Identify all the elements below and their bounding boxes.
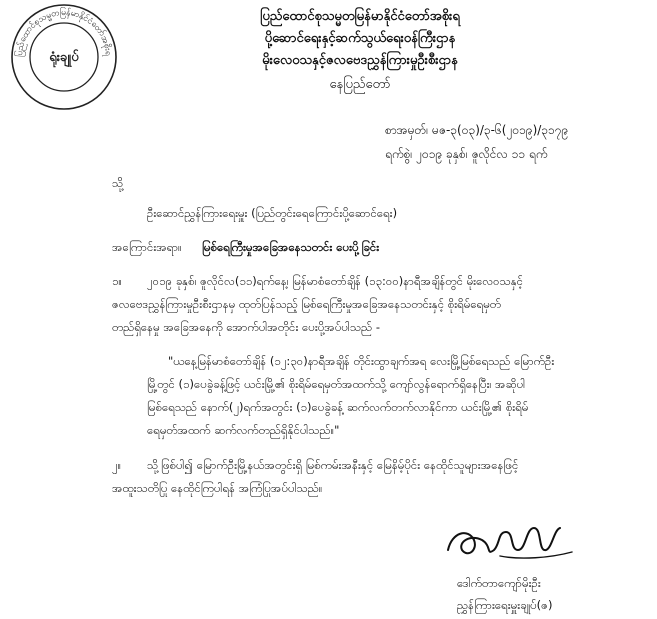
letterhead-line-3: မိုးလေဝသနှင့်ဇလဗေဒညွှန်ကြားမှုဦးစီးဌာန bbox=[262, 53, 458, 68]
signatory-title: ညွှန်ကြားရေးမှူးချုပ်(ဇ) bbox=[457, 598, 553, 612]
paragraph-1-line: ၂၀၁၉ ခုနှစ်၊ ဇူလိုင်လ(၁၁)ရက်နေ့၊ မြန်မာစံတော်ချိန် (၁၃:၀၀)နာရီအချိန်တွင် မိုးလေဝသနှင့် bbox=[147, 274, 524, 288]
letterhead-line-1: ပြည်ထောင်စုသမ္မတမြန်မာနိုင်ငံတော်အစိုးရ bbox=[260, 9, 460, 24]
subject-text: မြစ်ရေကြီးမှုအခြေအနေသတင်း ပေးပို့ခြင်း bbox=[202, 240, 380, 254]
paragraph-1-line: ဇလဗေဒညွှန်ကြားမှုဦးစီးဌာနမှ ထုတ်ပြန်သည့် မြစ်ရေကြီးမှုအခြေအနေသတင်းနှင့် စိုးရိမ်ရေမှတ် bbox=[112, 297, 501, 311]
recipient: ဦးဆောင်ညွှန်ကြားရေးမှူး (ပြည်တွင်းရေကြောင်းပို့ဆောင်ရေး) bbox=[147, 206, 398, 220]
letter-date: ရက်စွဲ၊ ၂၀၁၉ ခုနှစ်၊ ဇူလိုင်လ ၁၁ ရက် bbox=[385, 147, 548, 161]
paragraph-2-line: အထူးသတိပြု နေထိုင်ကြပါရန် အကြံပြုအပ်ပါသည်။ bbox=[112, 481, 323, 495]
quote-line: မြစ်ရေသည် နောက်(၂)ရက်အတွင်း (၁)ပေခွဲခန့် ဆက်လက်တက်လာနိုင်ကာ ယင်းမြို့၏ စိုးရိမ် bbox=[147, 400, 529, 414]
seal-ring-text: ပြည်ထောင်စုသမ္မတမြန်မာနိုင်ငံတော်အစိုးရ bbox=[14, 7, 114, 58]
letter-number: စာအမှတ်၊ မဇ-၃(၀၃)/၃-၆(၂၀၁၉)/၃၁၇၉ bbox=[385, 123, 569, 137]
paragraph-1-number: ၁။ bbox=[112, 274, 122, 288]
quote-line: ရေမှတ်အထက် ဆက်လက်တည်ရှိနိုင်ပါသည်။" bbox=[147, 423, 340, 437]
paragraph-1-line: တည်ရှိနေမှု အခြေအနေကို အောက်ပါအတိုင်း ပေးပို့အပ်ပါသည် - bbox=[112, 320, 380, 334]
quote-line: "ယနေ့မြန်မာစံတော်ချိန် (၁၂:၃၀)နာရီအချိန် တိုင်းထွာချက်အရ လေးမြို့မြစ်ရေသည် မြောက်ဦး bbox=[168, 354, 555, 368]
letterhead-line-2: ပို့ဆောင်ရေးနှင့်ဆက်သွယ်ရေးဝန်ကြီးဌာန bbox=[264, 31, 456, 46]
letterhead-line-4: နေပြည်တော် bbox=[329, 77, 391, 92]
paragraph-2-number: ၂။ bbox=[112, 458, 122, 472]
paragraph-2-line: သို့ဖြစ်ပါ၍ မြောက်ဦးမြို့နယ်အတွင်းရှိ မြစ်ကမ်းအနီးနှင့် မြေနိမ့်ပိုင်း နေထိုင်သူများအနေဖြင့် bbox=[147, 458, 519, 472]
seal-center-text: ရုံးချုပ် bbox=[49, 50, 79, 65]
office-seal bbox=[9, 2, 119, 112]
subject-label: အကြောင်းအရာ။ bbox=[112, 240, 182, 254]
quote-line: မြို့တွင် (၁)ပေခွဲခန့်ဖြင့် ယင်းမြို့၏ စိုးရိမ်ရေမှတ်အထက်သို့ ကျော်လွန်ရောက်ရှိနေပြီး၊ အဆိုပါ bbox=[147, 377, 526, 391]
handwritten-signature bbox=[440, 510, 590, 570]
signatory-name: ဒေါက်တာကျော်မိုးဦး bbox=[457, 576, 541, 590]
to-label: သို့ bbox=[112, 176, 124, 190]
